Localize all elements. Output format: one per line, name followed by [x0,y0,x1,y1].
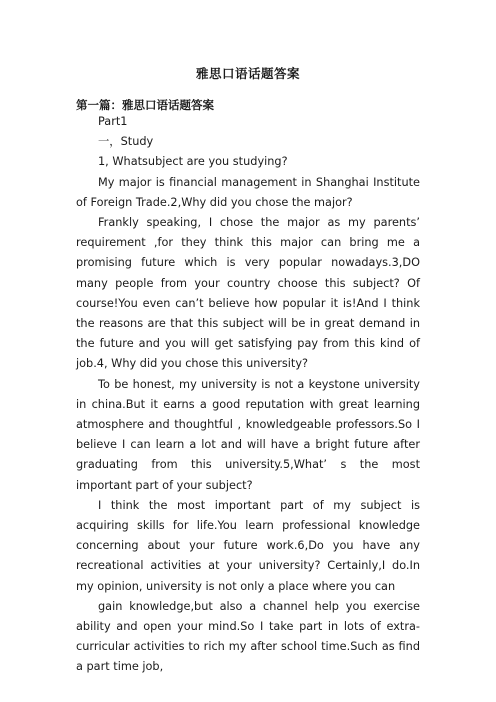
paragraph: Frankly speaking, I chose the major as my parents’ requirement ,for they think this major can bring me a promising future which is very popular nowadays.3,DO many people from your country choose this subject? Of course!You even can’t believe how popular it is!And I think the reasons are that this subject will be in great demand in the future and you will get satisfying pay from this kind of job.4, Why did you chose this university? [76,216,420,371]
paragraph: 1, Whatsubject are you studying? [98,155,288,169]
paragraph: My major is financial management in Shanghai Institute of Foreign Trade.2,Why did you chose the major? [76,175,420,209]
paragraph: gain knowledge,but also a channel help you exercise ability and open your mind.So I take part in lots of extra-curricular activities to rich my after school time.Such as find a part time job, [76,599,420,674]
section-heading: 第一篇：雅思口语话题答案 [76,98,214,112]
document-body [76,112,420,678]
paragraph: I think the most important part of my subject is acquiring skills for life.You learn professional knowledge concerning about your future work.6,Do you have any recreational activities at your university? Certainly,I do.In my opinion, university is not only a place where you can [76,498,420,593]
paragraph: To be honest, my university is not a keystone university in china.But it earns a good reputation with great learning atmosphere and thoughtful , knowledgeable professors.So I believe I can learn a lot and will have a bright future after graduating from this university.5,What’ s the most important part of your subject? [76,377,420,492]
paragraph: 一，Study [98,135,154,149]
paragraph: Part1 [98,115,128,128]
document-title: 雅思口语话题答案 [195,66,300,81]
